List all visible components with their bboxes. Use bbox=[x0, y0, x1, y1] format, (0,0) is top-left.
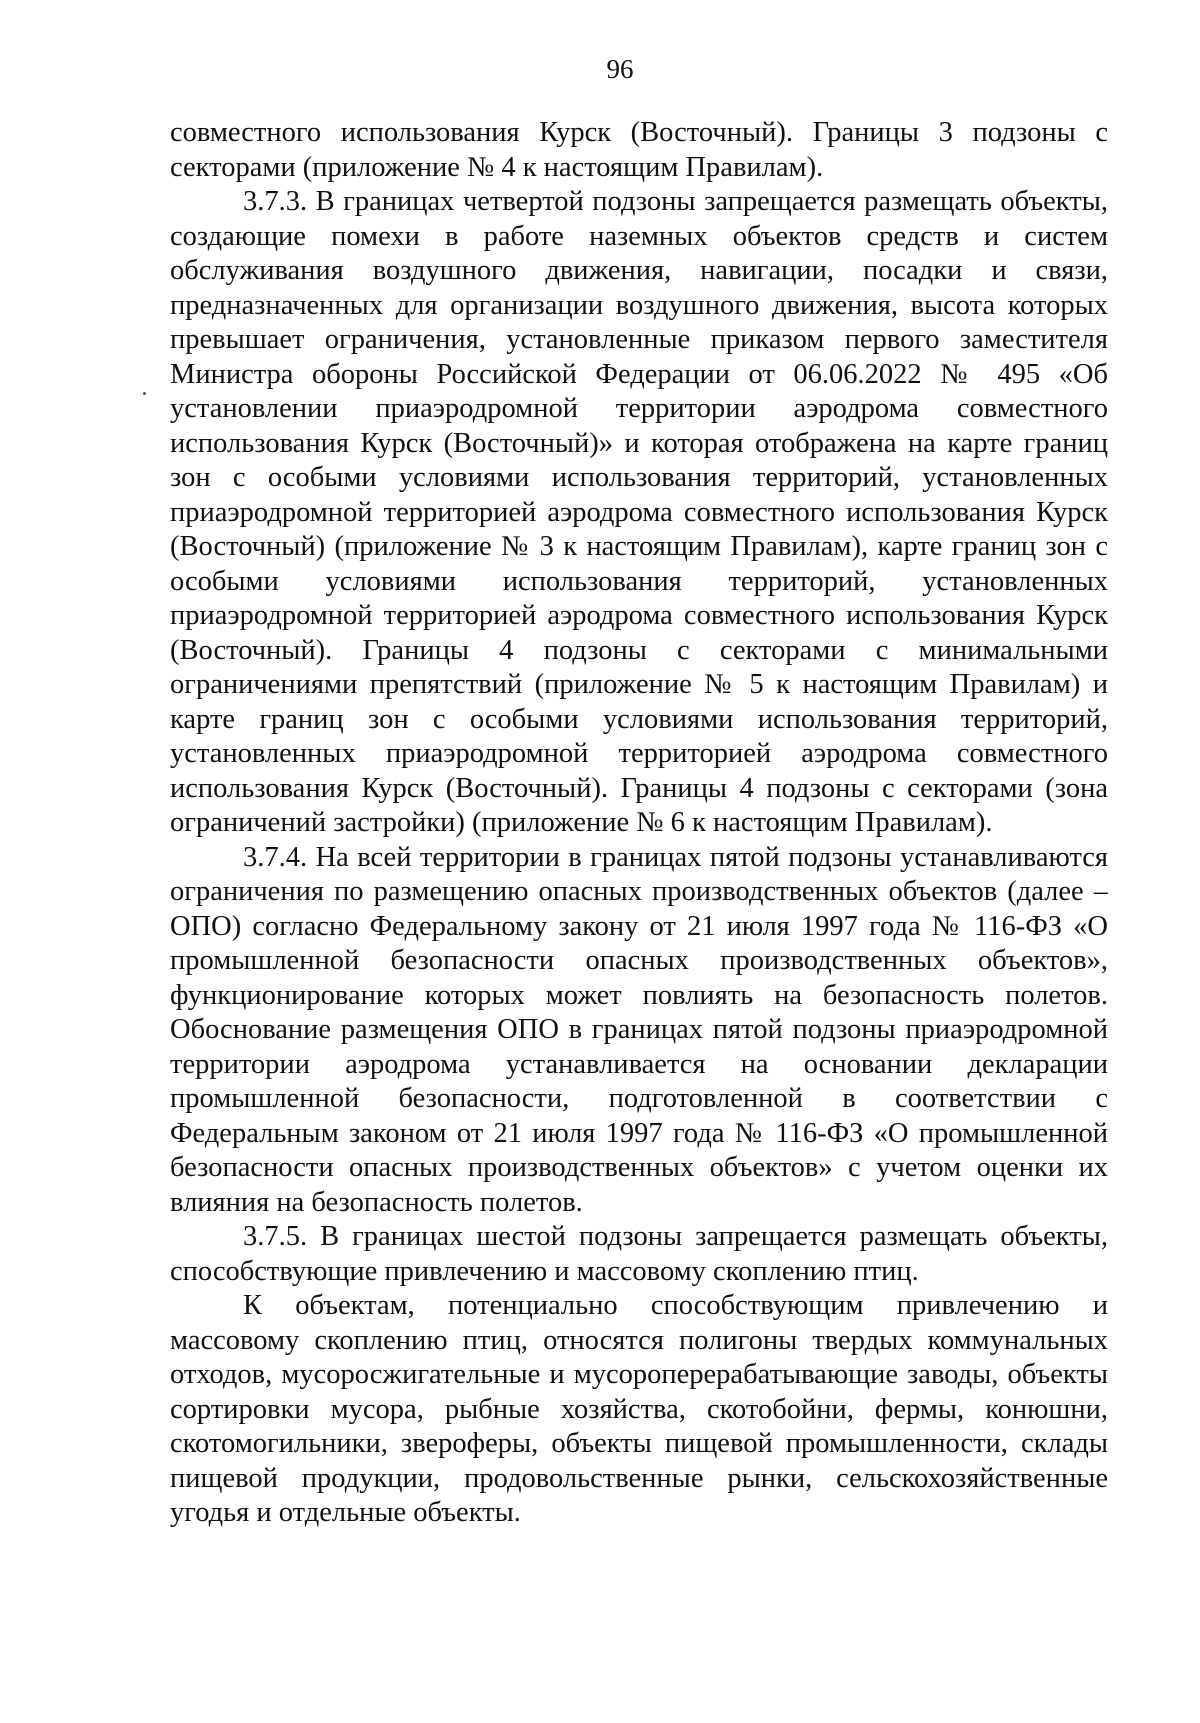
document-body bbox=[170, 116, 1108, 1531]
paragraph-3-7-3: 3.7.3. В границах четвертой подзоны запрещается размещать объекты, создающие помехи в работе наземных объектов средств и систем обслуживания воздушного движения, навигации, посадки и связи, предназначенных для организации воздушного движения, высота которых превышает ограничения, установленные приказом первого заместителя Министра обороны Российской Федерации от 06.06.2022 № 495 «Об установлении приаэродромной территории аэродрома совместного использования Курск (Восточный)» и которая отображена на карте границ зон с особыми условиями использования территорий, установленных приаэродромной территорией аэродрома совместного использования Курск (Восточный) (приложение № 3 к настоящим Правилам), карте границ зон с особыми условиями использования территорий, установленных приаэродромной территорией аэродрома совместного использования Курск (Восточный). Границы 4 подзоны с секторами с минимальными ограничениями препятствий (приложение № 5 к настоящим Правилам) и карте границ зон с особыми условиями использования территорий, установленных приаэродромной территорией аэродрома совместного использования Курск (Восточный). Границы 4 подзоны с секторами (зона ограничений застройки) (приложение № 6 к настоящим Правилам). bbox=[170, 186, 1108, 838]
paragraph-bird-objects: К объектам, потенциально способствующим привлечению и массовому скоплению птиц, относятся полигоны твердых коммунальных отходов, мусоросжигательные и мусороперерабатывающие заводы, объекты сортировки мусора, рыбные хозяйства, скотобойни, фермы, конюшни, скотомогильники, звероферы, объекты пищевой промышленности, склады пищевой продукции, продовольственные рынки, сельскохозяйственные угодья и отдельные объекты. bbox=[170, 1290, 1108, 1528]
paragraph-continuation: совместного использования Курск (Восточный). Границы 3 подзоны с секторами (приложение № 4 к настоящим Правилам). bbox=[170, 117, 1108, 183]
paragraph-3-7-5: 3.7.5. В границах шестой подзоны запрещается размещать объекты, способствующие привлечению и массовому скоплению птиц. bbox=[170, 1221, 1108, 1287]
page-number: 96 bbox=[606, 54, 634, 84]
paragraph-3-7-4: 3.7.4. На всей территории в границах пятой подзоны устанавливаются ограничения по размещению опасных производственных объектов (далее – ОПО) согласно Федеральному закону от 21 июля 1997 года № 116-ФЗ «О промышленной безопасности опасных производственных объектов», функционирование которых может повлиять на безопасность полетов. Обоснование размещения ОПО в границах пятой подзоны приаэродромной территории аэродрома устанавливается на основании декларации промышленной безопасности, подготовленной в соответствии с Федеральным законом от 21 июля 1997 года № 116-ФЗ «О промышленной безопасности опасных производственных объектов» с учетом оценки их влияния на безопасность полетов. bbox=[170, 841, 1108, 1218]
scan-speck bbox=[143, 392, 146, 395]
